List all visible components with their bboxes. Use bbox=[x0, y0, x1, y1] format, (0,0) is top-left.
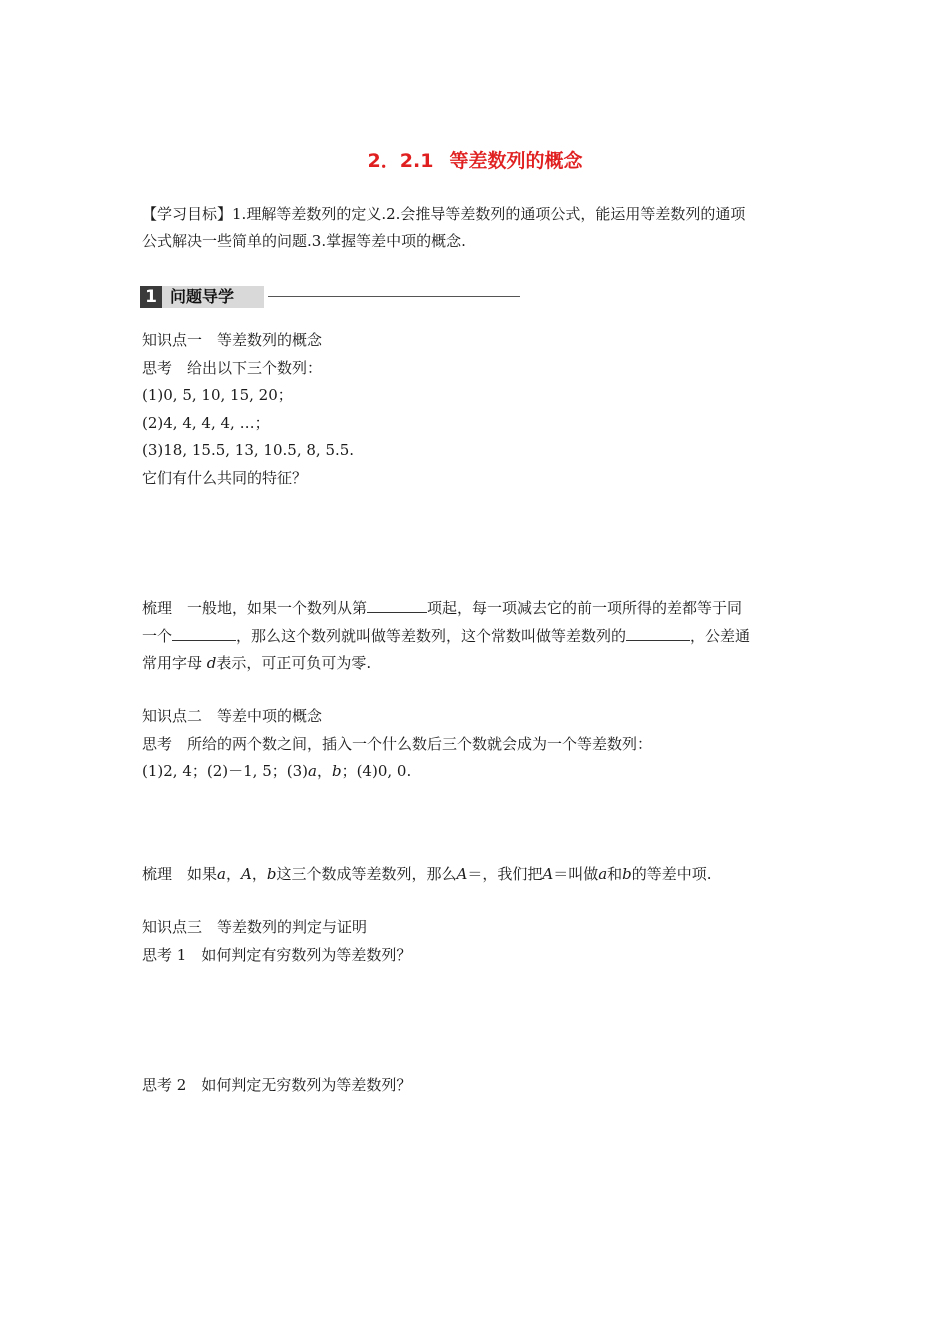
section-rule bbox=[268, 296, 520, 297]
title-number: 2．2.1 bbox=[367, 150, 434, 172]
kp2-items bbox=[142, 758, 822, 786]
kp1-heading: 知识点一 等差数列的概念 bbox=[142, 331, 323, 349]
kp1-summary-text-d: ，那么这个数列就叫做等差数列，这个常数叫做等差数列的 bbox=[236, 626, 627, 645]
kp2-summary-text: 这三个数成等差数列，那么 bbox=[276, 865, 457, 883]
kp2-summary-text: ＝叫做 bbox=[553, 865, 599, 883]
kp1-summary-text-c: 一个 bbox=[142, 626, 173, 645]
kp1-think-text: 给出以下三个数列： bbox=[187, 358, 323, 377]
kp2-think-text: 所给的两个数之间，插入一个什么数后三个数就会成为一个等差数列： bbox=[187, 734, 653, 753]
kp1-summary-text-f: 常用字母 bbox=[142, 654, 203, 672]
kp2-items-sep: ， bbox=[316, 762, 332, 780]
kp1-summary-line2 bbox=[142, 623, 822, 651]
math-variable: A bbox=[542, 865, 554, 883]
kp1-summary-label: 梳理 bbox=[142, 599, 173, 617]
kp1-summary-text-e: ，公差通 bbox=[690, 626, 751, 645]
fill-blank[interactable] bbox=[626, 624, 690, 641]
math-variable: A bbox=[456, 865, 468, 883]
kp2-items-text: (1)2, 4；(2)－1, 5；(3) bbox=[142, 762, 308, 780]
kp2-summary-text: ＝，我们把 bbox=[467, 865, 543, 883]
kp2-summary-text: ， bbox=[225, 865, 241, 883]
section-header bbox=[140, 286, 530, 308]
knowledge-point-2 bbox=[142, 703, 822, 786]
kp3-think2-block bbox=[142, 1072, 822, 1100]
kp1-summary-line3 bbox=[142, 650, 822, 678]
kp3-think2-label: 思考 2 bbox=[142, 1076, 187, 1094]
page-title bbox=[0, 146, 950, 173]
math-variable: b bbox=[266, 865, 277, 883]
section-badge bbox=[140, 286, 264, 308]
kp2-summary-text: 如果 bbox=[187, 865, 218, 883]
kp3-think1 bbox=[142, 942, 822, 970]
kp1-seq1: (1)0, 5, 10, 15, 20； bbox=[142, 386, 293, 404]
kp1-think bbox=[142, 355, 822, 383]
math-variable: a bbox=[308, 762, 317, 780]
math-variable: a bbox=[217, 865, 226, 883]
fill-blank[interactable] bbox=[172, 624, 236, 641]
kp2-summary-text: 和 bbox=[607, 865, 623, 883]
kp2-heading: 知识点二 等差中项的概念 bbox=[142, 707, 323, 725]
kp2-summary bbox=[142, 861, 822, 889]
kp3-think2 bbox=[142, 1072, 822, 1100]
kp1-seq2: (2)4, 4, 4, 4, …； bbox=[142, 413, 270, 432]
kp3-think1-label: 思考 1 bbox=[142, 945, 187, 964]
title-text: 等差数列的概念 bbox=[449, 150, 583, 172]
section-number: 1 bbox=[140, 286, 162, 308]
kp1-seq3: (3)18, 15.5, 13, 10.5, 8, 5.5. bbox=[142, 441, 355, 459]
kp2-summary-text: 的等差中项. bbox=[631, 865, 712, 883]
math-variable: b bbox=[331, 762, 342, 780]
kp1-question: 它们有什么共同的特征？ bbox=[142, 468, 308, 487]
math-variable: a bbox=[598, 865, 608, 883]
kp1-summary-text-g: 表示，可正可负可为零. bbox=[216, 654, 372, 672]
kp1-summary bbox=[142, 595, 822, 678]
kp1-think-label: 思考 bbox=[142, 358, 173, 377]
objectives-line2: 公式解决一些简单的问题.3.掌握等差中项的概念. bbox=[142, 232, 466, 250]
kp2-summary-label: 梳理 bbox=[142, 865, 173, 883]
knowledge-point-1 bbox=[142, 327, 822, 492]
kp3-think1-text: 如何判定有穷数列为等差数列？ bbox=[201, 945, 412, 964]
math-variable: A bbox=[241, 865, 252, 883]
kp1-summary-text-a: 一般地，如果一个数列从第 bbox=[187, 599, 368, 617]
kp1-summary-text-b: 项起，每一项减去它的前一项所得的差都等于同 bbox=[427, 599, 743, 617]
kp2-think bbox=[142, 731, 822, 759]
fill-blank[interactable] bbox=[367, 596, 427, 613]
knowledge-point-3 bbox=[142, 914, 822, 969]
learning-objectives bbox=[142, 201, 822, 255]
kp1-summary-line1 bbox=[142, 595, 822, 623]
objectives-line1: 1.理解等差数列的定义.2.会推导等差数列的通项公式，能运用等差数列的通项 bbox=[232, 205, 746, 223]
math-variable: d bbox=[206, 654, 217, 672]
kp3-heading: 知识点三 等差数列的判定与证明 bbox=[142, 918, 368, 936]
objectives-label: 【学习目标】 bbox=[142, 205, 233, 223]
kp2-think-label: 思考 bbox=[142, 734, 173, 753]
math-variable: b bbox=[622, 865, 632, 883]
kp2-summary-line bbox=[142, 861, 822, 889]
section-label: 问题导学 bbox=[170, 287, 235, 306]
kp3-think2-text: 如何判定无穷数列为等差数列？ bbox=[201, 1076, 412, 1094]
kp2-items-end: ；(4)0, 0. bbox=[341, 762, 412, 780]
kp2-summary-text: ， bbox=[251, 865, 267, 883]
